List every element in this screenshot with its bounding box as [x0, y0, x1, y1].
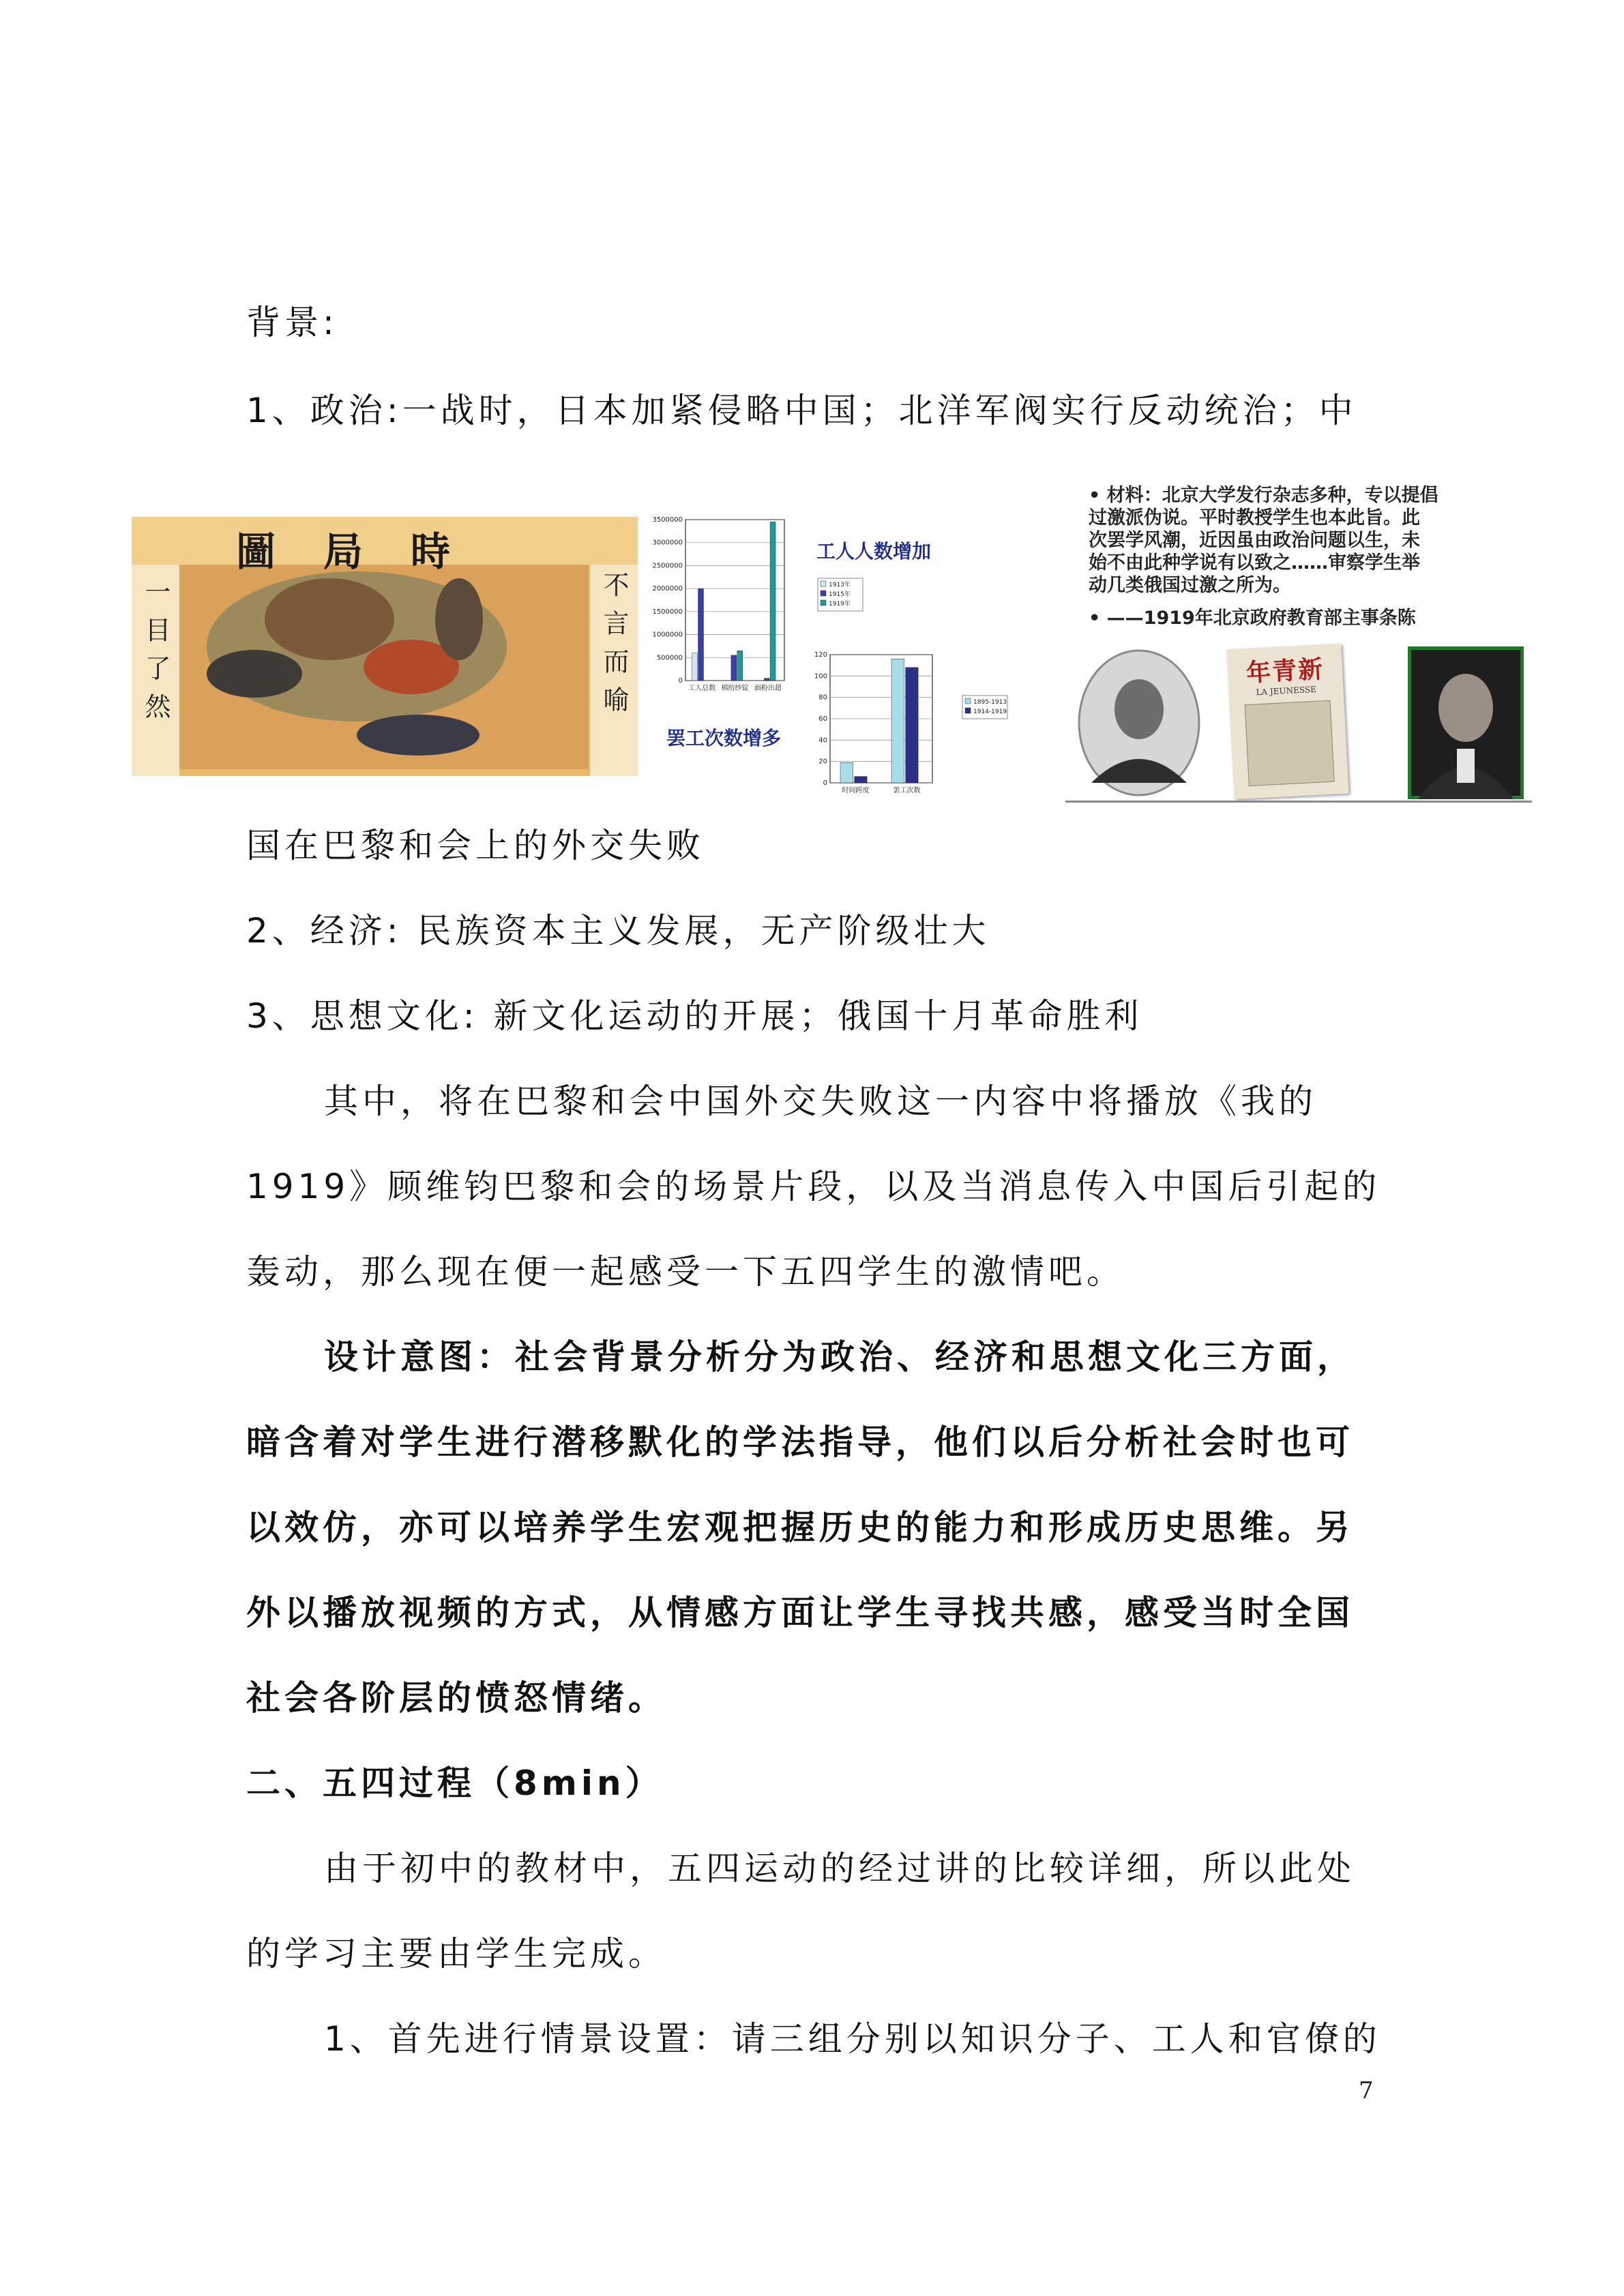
background-heading: 背景:: [246, 303, 338, 342]
chart-1-category-label: 时间跨度: [842, 787, 870, 794]
chart-0-category-label: 面粉出超: [754, 685, 782, 692]
chart-0-bar: [692, 653, 698, 681]
chart-1-bar: [855, 777, 868, 783]
chart-0-bar: [764, 679, 769, 681]
chart-1-tick-label: 80: [818, 694, 827, 702]
chart-0-legend-swatch: [821, 600, 826, 606]
chart-0-legend-swatch: [821, 581, 826, 586]
video-paragraph-line-1: 其中，将在巴黎和会中国外交失败这一内容中将播放《我的: [324, 1082, 1317, 1121]
process-paragraph-line-1: 由于初中的教材中，五四运动的经过讲的比较详细，所以此处: [324, 1849, 1355, 1888]
chart-1-tick-label: 20: [818, 758, 827, 766]
chart-1-tick-label: 120: [814, 651, 827, 659]
chart-1-bar: [840, 762, 853, 783]
material-line-3: 次罢学风潮，近因虽由政治问题以生，未: [1089, 530, 1420, 551]
design-intent-line-1: 设计意图：社会背景分析分为政治、经济和思想文化三方面，: [324, 1337, 1355, 1377]
cartoon-right-caption: 不言而喻: [599, 571, 629, 724]
image-underline: [1065, 801, 1532, 803]
video-paragraph-line-2: 1919》顾维钧巴黎和会的场景片段，以及当消息传入中国后引起的: [246, 1167, 1381, 1206]
chart-1-category-label: 罢工次数: [893, 787, 921, 794]
chart-1-tick-label: 60: [818, 715, 827, 723]
chart-0-bar: [737, 651, 743, 681]
chart-0-tick-label: 1500000: [652, 608, 683, 616]
chart-1-tick-label: 40: [818, 736, 827, 745]
chart-0-category-label: 棉纺纱锭: [721, 685, 749, 692]
chart-0-tick-label: 500000: [656, 654, 683, 662]
chart-0-legend-swatch: [821, 591, 826, 596]
bar-charts: [646, 513, 1015, 805]
chart-0-tick-label: 3500000: [652, 516, 683, 524]
material-line-5: 动几类俄国过激之所为。: [1089, 575, 1291, 596]
chart-1-legend-label: 1914-1919: [973, 709, 1007, 715]
design-intent-line-5: 社会各阶层的愤怒情绪。: [246, 1678, 666, 1718]
magazine-subtitle: LA JEUNESSE: [1256, 684, 1317, 698]
chart-0-category-label: 工人总数: [688, 685, 716, 692]
video-paragraph-line-3: 轰动，那么现在便一起感受一下五四学生的激情吧。: [246, 1252, 1125, 1292]
cartoon-left-caption: 一目了然: [141, 578, 171, 731]
material-line-4: 始不由此种学说有以致之……审察学生举: [1089, 552, 1420, 573]
process-paragraph-line-2: 的学习主要由学生完成。: [246, 1934, 666, 1973]
material-line-1: • 材料：北京大学发行杂志多种，专以提倡: [1089, 485, 1438, 506]
cartoon-title: 圖局時: [235, 528, 498, 575]
chart-1-tick-label: 100: [814, 672, 827, 681]
page-number: 7: [1359, 2077, 1374, 2104]
chart-0-legend-label: 1915年: [829, 591, 851, 598]
politics-line-2: 国在巴黎和会上的外交失败: [246, 826, 705, 865]
scenario-paragraph-line-1: 1、首先进行情景设置：请三组分别以知识分子、工人和官僚的: [324, 2019, 1381, 2059]
portrait-photo-left: [1071, 646, 1207, 799]
culture-line: 3、思想文化: 新文化运动的开展；俄国十月革命胜利: [246, 996, 1143, 1036]
design-intent-line-4: 外以播放视频的方式，从情感方面让学生寻找共感，感受当时全国: [246, 1593, 1354, 1632]
politics-line-1: 1、政治:一战时，日本加紧侵略中国；北洋军阀实行反动统治；中: [246, 391, 1357, 430]
historical-material: [1065, 477, 1532, 805]
magazine-title: 年青新: [1245, 655, 1325, 688]
chart-0-tick-label: 2000000: [652, 585, 683, 593]
chart-0-legend-label: 1919年: [829, 601, 851, 608]
portrait-photo-right: [1408, 646, 1524, 799]
chart-1-legend-swatch: [965, 698, 971, 704]
current-affairs-map-cartoon: [132, 517, 638, 776]
economy-line: 2、经济: 民族资本主义发展，无产阶级壮大: [246, 911, 990, 951]
chart-1-legend-label: 1895-1913: [973, 699, 1007, 706]
chart-0-tick-label: 2500000: [652, 562, 683, 570]
chart-0-legend-label: 1913年: [829, 582, 851, 588]
chart-0-bar: [698, 588, 704, 681]
chart-1-bar: [906, 668, 919, 783]
chart-0-tick-label: 0: [678, 677, 683, 685]
chart-0-tick-label: 1000000: [652, 631, 683, 639]
material-line-2: 过激派伪说。平时教授学生也本此旨。此: [1089, 507, 1420, 528]
chart-1-title: 罢工次数增多: [666, 727, 782, 749]
chart-0-bar: [770, 522, 776, 681]
design-intent-line-2: 暗含着对学生进行潜移默化的学法指导，他们以后分析社会时也可: [246, 1422, 1354, 1462]
chart-1-legend-swatch: [965, 708, 971, 713]
chart-0-title: 工人人数增加: [816, 540, 932, 563]
chart-1-bar: [891, 659, 904, 783]
design-intent-line-3: 以效仿，亦可以培养学生宏观把握历史的能力和形成历史思维。另: [246, 1508, 1354, 1547]
new-youth-magazine-cover: [1226, 644, 1348, 799]
chart-0-bar: [731, 655, 737, 681]
section-heading-may-fourth-process: 二、五四过程（8min）: [246, 1763, 664, 1803]
chart-1-tick-label: 0: [823, 779, 827, 787]
chart-0-tick-label: 3000000: [652, 539, 683, 547]
statistics-charts: [646, 513, 1015, 805]
material-line-6: • ——1919年北京政府教育部主事条陈: [1089, 608, 1416, 629]
